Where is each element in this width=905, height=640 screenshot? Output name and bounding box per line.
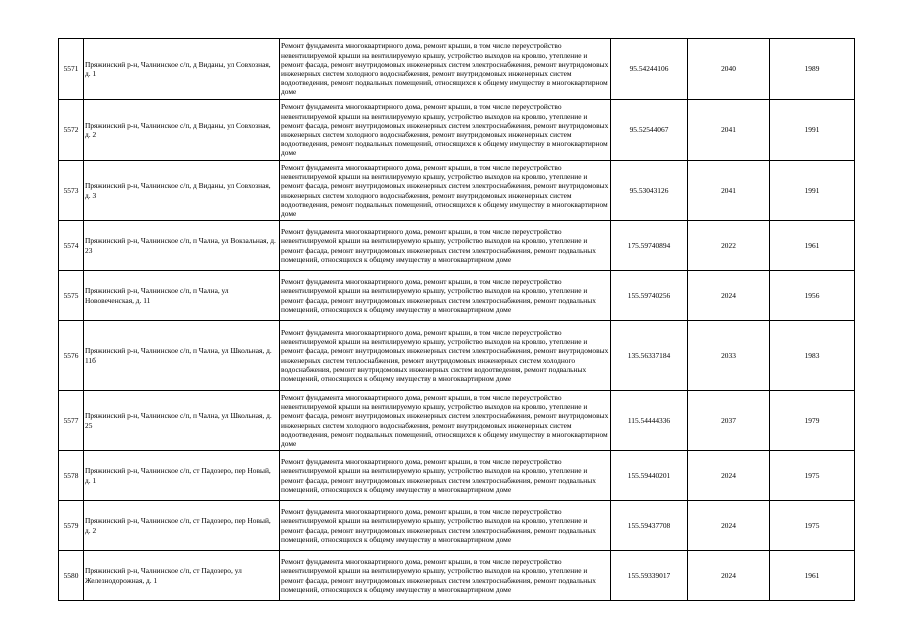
address-cell: Пряжинский р-н, Чалнинское с/п, п Чална, ул Школьная, д. 11б xyxy=(84,321,280,391)
value-cell: 155.59440201 xyxy=(611,451,688,501)
row-number: 5579 xyxy=(59,501,84,551)
row-number: 5572 xyxy=(59,100,84,161)
value-cell: 135.56337184 xyxy=(611,321,688,391)
value-cell: 155.59740256 xyxy=(611,271,688,321)
value-cell: 155.59339017 xyxy=(611,551,688,601)
row-number: 5571 xyxy=(59,39,84,100)
row-number: 5577 xyxy=(59,391,84,451)
table-row xyxy=(59,100,855,161)
value-cell: 175.59740894 xyxy=(611,221,688,271)
works-cell: Ремонт фундамента многоквартирного дома, ремонт крыши, в том числе переустройство невентилируемой крыши на вентилируемую крышу, устройство выходов на кровлю, утепление и ремонт фасада, ремонт внутридомовых инженерных систем электроснабжения, ремонт подвальных помещений, относящихся к общему имуществу в многоквартирном доме xyxy=(280,451,611,501)
address-cell: Пряжинский р-н, Чалнинское с/п, п Чална, ул Нововеченская, д. 11 xyxy=(84,271,280,321)
works-cell: Ремонт фундамента многоквартирного дома, ремонт крыши, в том числе переустройство невентилируемой крыши на вентилируемую крышу, устройство выходов на кровлю, утепление и ремонт фасада, ремонт внутридомовых инженерных систем электроснабжения, ремонт внутридомовых инженерных систем холодного водоснабжения, ремонт внутридомовых инженерных систем водоотведения, ремонт подвальных помещений, относящихся к общему имуществу в многоквартирном доме xyxy=(280,39,611,100)
value-cell: 95.54244106 xyxy=(611,39,688,100)
works-cell: Ремонт фундамента многоквартирного дома, ремонт крыши, в том числе переустройство невентилируемой крыши на вентилируемую крышу, устройство выходов на кровлю, утепление и ремонт фасада, ремонт внутридомовых инженерных систем электроснабжения, ремонт внутридомовых инженерных систем холодного водоснабжения, ремонт внутридомовых инженерных систем водоотведения, ремонт подвальных помещений, относящихся к общему имуществу в многоквартирном доме xyxy=(280,100,611,161)
built-year-cell: 1975 xyxy=(770,501,855,551)
address-cell: Пряжинский р-н, Чалнинское с/п, ст Падозеро, ул Железнодорожная, д. 1 xyxy=(84,551,280,601)
table-row xyxy=(59,451,855,501)
planned-year-cell: 2022 xyxy=(688,221,770,271)
row-number: 5578 xyxy=(59,451,84,501)
planned-year-cell: 2024 xyxy=(688,271,770,321)
works-cell: Ремонт фундамента многоквартирного дома, ремонт крыши, в том числе переустройство невентилируемой крыши на вентилируемую крышу, устройство выходов на кровлю, утепление и ремонт фасада, ремонт внутридомовых инженерных систем электроснабжения, ремонт внутридомовых инженерных систем холодного водоснабжения, ремонт внутридомовых инженерных систем водоотведения, ремонт подвальных помещений, относящихся к общему имуществу в многоквартирном доме xyxy=(280,161,611,221)
address-cell: Пряжинский р-н, Чалнинское с/п, п Чална, ул Вокзальная, д. 23 xyxy=(84,221,280,271)
value-cell: 95.53043126 xyxy=(611,161,688,221)
planned-year-cell: 2024 xyxy=(688,451,770,501)
built-year-cell: 1956 xyxy=(770,271,855,321)
table-row xyxy=(59,321,855,391)
planned-year-cell: 2040 xyxy=(688,39,770,100)
built-year-cell: 1989 xyxy=(770,39,855,100)
capital-repair-table xyxy=(58,38,855,601)
built-year-cell: 1991 xyxy=(770,161,855,221)
address-cell: Пряжинский р-н, Чалнинское с/п, п Чална, ул Школьная, д. 25 xyxy=(84,391,280,451)
planned-year-cell: 2033 xyxy=(688,321,770,391)
planned-year-cell: 2037 xyxy=(688,391,770,451)
row-number: 5575 xyxy=(59,271,84,321)
value-cell: 115.54444336 xyxy=(611,391,688,451)
works-cell: Ремонт фундамента многоквартирного дома, ремонт крыши, в том числе переустройство невентилируемой крыши на вентилируемую крышу, устройство выходов на кровлю, утепление и ремонт фасада, ремонт внутридомовых инженерных систем электроснабжения, ремонт внутридомовых инженерных систем холодного водоснабжения, ремонт внутридомовых инженерных систем водоотведения, ремонт подвальных помещений, относящихся к общему имуществу в многоквартирном доме xyxy=(280,391,611,451)
works-cell: Ремонт фундамента многоквартирного дома, ремонт крыши, в том числе переустройство невентилируемой крыши на вентилируемую крышу, устройство выходов на кровлю, утепление и ремонт фасада, ремонт внутридомовых инженерных систем электроснабжения, ремонт подвальных помещений, относящихся к общему имуществу в многоквартирном доме xyxy=(280,271,611,321)
row-number: 5574 xyxy=(59,221,84,271)
address-cell: Пряжинский р-н, Чалнинское с/п, д Виданы, ул Совхозная, д. 1 xyxy=(84,39,280,100)
table-row xyxy=(59,271,855,321)
row-number: 5573 xyxy=(59,161,84,221)
built-year-cell: 1991 xyxy=(770,100,855,161)
built-year-cell: 1975 xyxy=(770,451,855,501)
works-cell: Ремонт фундамента многоквартирного дома, ремонт крыши, в том числе переустройство невентилируемой крыши на вентилируемую крышу, устройство выходов на кровлю, утепление и ремонт фасада, ремонт внутридомовых инженерных систем электроснабжения, ремонт подвальных помещений, относящихся к общему имуществу в многоквартирном доме xyxy=(280,551,611,601)
table-row xyxy=(59,551,855,601)
value-cell: 95.52544067 xyxy=(611,100,688,161)
value-cell: 155.59437708 xyxy=(611,501,688,551)
built-year-cell: 1979 xyxy=(770,391,855,451)
planned-year-cell: 2041 xyxy=(688,100,770,161)
works-cell: Ремонт фундамента многоквартирного дома, ремонт крыши, в том числе переустройство невентилируемой крыши на вентилируемую крышу, устройство выходов на кровлю, утепление и ремонт фасада, ремонт внутридомовых инженерных систем электроснабжения, ремонт подвальных помещений, относящихся к общему имуществу в многоквартирном доме xyxy=(280,501,611,551)
row-number: 5576 xyxy=(59,321,84,391)
planned-year-cell: 2024 xyxy=(688,501,770,551)
table-row xyxy=(59,501,855,551)
table-row xyxy=(59,391,855,451)
table-row xyxy=(59,161,855,221)
table-row xyxy=(59,39,855,100)
address-cell: Пряжинский р-н, Чалнинское с/п, д Виданы, ул Совхозная, д. 2 xyxy=(84,100,280,161)
built-year-cell: 1983 xyxy=(770,321,855,391)
address-cell: Пряжинский р-н, Чалнинское с/п, ст Падозеро, пер Новый, д. 2 xyxy=(84,501,280,551)
address-cell: Пряжинский р-н, Чалнинское с/п, ст Падозеро, пер Новый, д. 1 xyxy=(84,451,280,501)
works-cell: Ремонт фундамента многоквартирного дома, ремонт крыши, в том числе переустройство невентилируемой крыши на вентилируемую крышу, устройство выходов на кровлю, утепление и ремонт фасада, ремонт внутридомовых инженерных систем электроснабжения, ремонт подвальных помещений, относящихся к общему имуществу в многоквартирном доме xyxy=(280,221,611,271)
row-number: 5580 xyxy=(59,551,84,601)
planned-year-cell: 2041 xyxy=(688,161,770,221)
table-row xyxy=(59,221,855,271)
built-year-cell: 1961 xyxy=(770,551,855,601)
address-cell: Пряжинский р-н, Чалнинское с/п, д Виданы, ул Совхозная, д. 3 xyxy=(84,161,280,221)
planned-year-cell: 2024 xyxy=(688,551,770,601)
works-cell: Ремонт фундамента многоквартирного дома, ремонт крыши, в том числе переустройство невентилируемой крыши на вентилируемую крышу, устройство выходов на кровлю, утепление и ремонт фасада, ремонт внутридомовых инженерных систем электроснабжения, ремонт внутридомовых инженерных систем теплоснабжения, ремонт внутридомовых инженерных систем холодного водоснабжения, ремонт внутридомовых инженерных систем водоотведения, ремонт подвальных помещений, относящихся к общему имуществу в многоквартирном доме xyxy=(280,321,611,391)
built-year-cell: 1961 xyxy=(770,221,855,271)
